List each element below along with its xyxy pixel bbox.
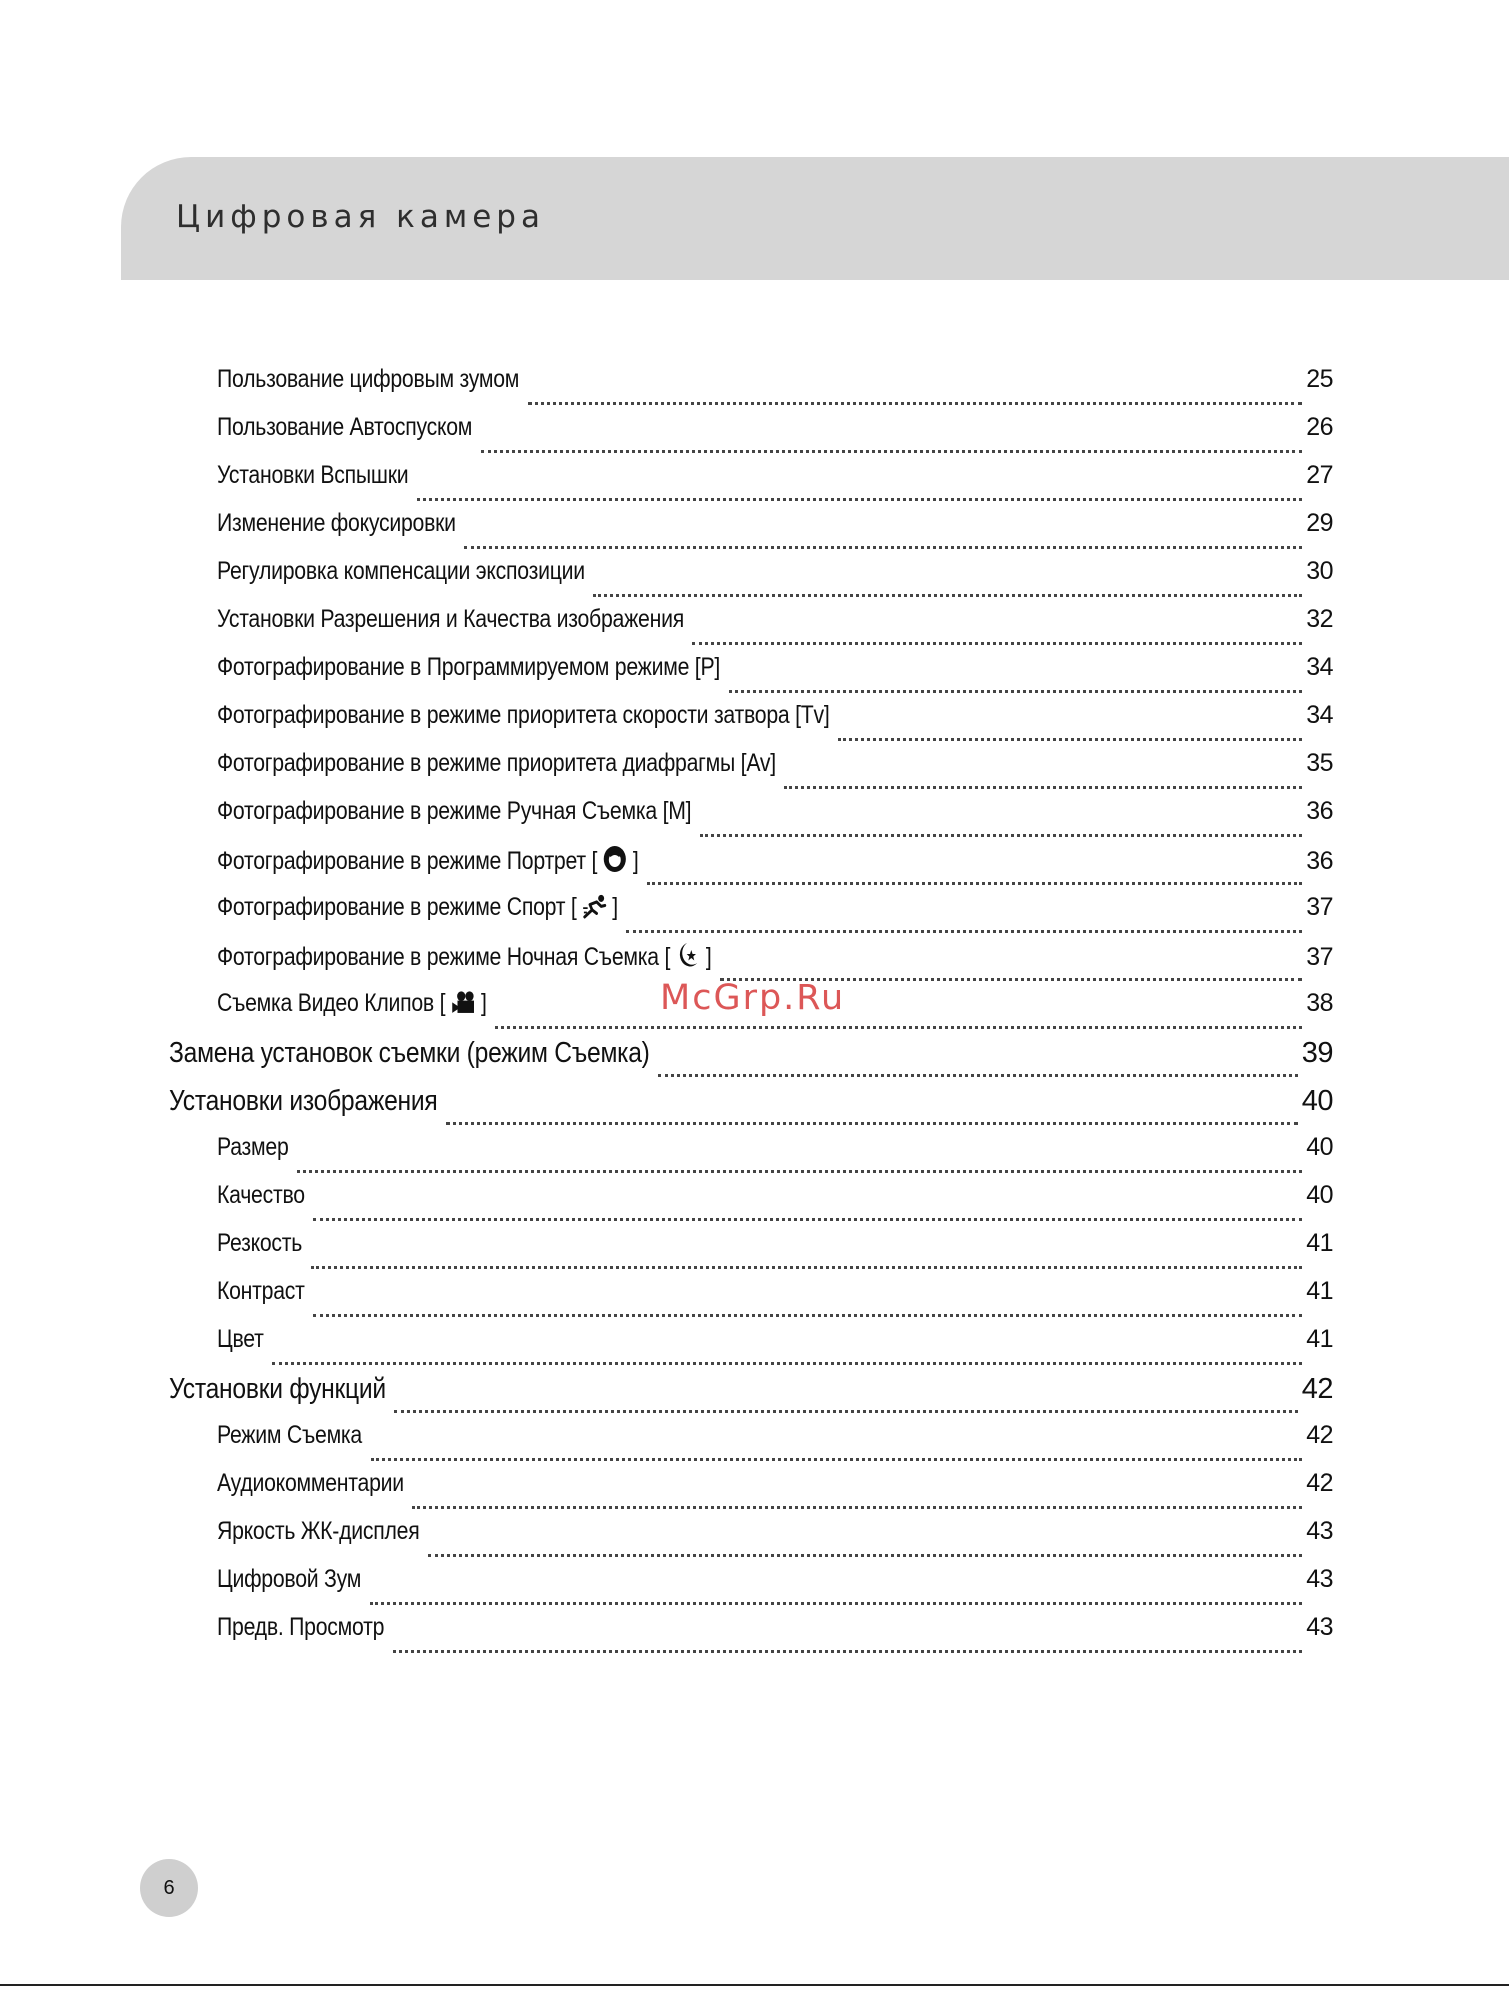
- toc-page-number: 41: [1306, 1277, 1333, 1305]
- toc-entry-bracket: ]: [632, 847, 639, 875]
- toc-entry[interactable]: [217, 653, 1333, 701]
- dot-leader: [446, 1122, 1298, 1125]
- toc-page-number: 42: [1301, 1373, 1333, 1405]
- toc-entry-label: [217, 1229, 303, 1258]
- toc-entry-label: [217, 605, 684, 634]
- toc-page-number: 41: [1306, 1325, 1333, 1353]
- dot-leader: [464, 546, 1302, 549]
- toc-entry[interactable]: [217, 1517, 1333, 1565]
- dot-leader: [297, 1170, 1302, 1173]
- toc-entry-text: Фотографирование в режиме приоритета диафрагмы [Av]: [217, 749, 776, 777]
- toc-entry[interactable]: [217, 893, 1333, 941]
- toc-page-number: 29: [1306, 509, 1333, 537]
- toc-page-number: 26: [1306, 413, 1333, 441]
- portrait-icon: [602, 845, 628, 873]
- movie-camera-icon: [450, 990, 476, 1018]
- toc-entry-label: [217, 893, 618, 922]
- toc-entry-text: Пользование Автоспуском: [217, 413, 473, 441]
- toc-entry[interactable]: [217, 1469, 1333, 1517]
- toc-entry-text: Фотографирование в режиме приоритета скорости затвора [Tv]: [217, 701, 830, 729]
- dot-leader: [428, 1554, 1302, 1557]
- toc-entry[interactable]: [217, 845, 1333, 893]
- toc-entry[interactable]: [217, 509, 1333, 557]
- toc-entry-label: [217, 461, 409, 490]
- toc-page-number: 42: [1306, 1469, 1333, 1497]
- dot-leader: [729, 690, 1302, 693]
- toc-entry[interactable]: [217, 1325, 1333, 1373]
- toc-page-number: 37: [1306, 893, 1333, 921]
- toc-page-number: 42: [1306, 1421, 1333, 1449]
- dot-leader: [647, 882, 1302, 885]
- toc-entry-text: Установки изображения: [169, 1085, 438, 1117]
- toc-page-number: 30: [1306, 557, 1333, 585]
- dot-leader: [784, 786, 1302, 789]
- toc-entry[interactable]: [217, 461, 1333, 509]
- toc-entry-label: [169, 1085, 438, 1118]
- toc-entry-text: Установки функций: [169, 1373, 386, 1405]
- dot-leader: [313, 1314, 1302, 1317]
- dot-leader: [272, 1362, 1302, 1365]
- toc-entry-text: Пользование цифровым зумом: [217, 365, 520, 393]
- toc-page-number: 41: [1306, 1229, 1333, 1257]
- toc-page-number: 43: [1306, 1565, 1333, 1593]
- night-icon: [675, 941, 701, 969]
- toc-entry-text: Яркость ЖК-дисплея: [217, 1517, 420, 1545]
- toc-entry[interactable]: [217, 1277, 1333, 1325]
- dot-leader: [658, 1074, 1298, 1077]
- toc-entry[interactable]: [169, 1037, 1333, 1085]
- toc-entry-label: [217, 653, 721, 682]
- page-number-badge: [140, 1859, 198, 1917]
- dot-leader: [692, 642, 1302, 645]
- toc-entry-label: [217, 941, 712, 972]
- page-number: 6: [163, 1876, 175, 1899]
- toc-entry-label: [217, 749, 776, 778]
- toc-entry[interactable]: [169, 1373, 1333, 1421]
- toc-entry-label: [217, 1421, 363, 1450]
- toc-page-number: 40: [1306, 1133, 1333, 1161]
- toc-entry-text: Установки Вспышки: [217, 461, 409, 489]
- toc-entry[interactable]: [217, 749, 1333, 797]
- toc-entry[interactable]: [217, 557, 1333, 605]
- dot-leader: [495, 1026, 1302, 1029]
- toc-page-number: 25: [1306, 365, 1333, 393]
- toc-page-number: 36: [1306, 847, 1333, 875]
- toc-page-number: 40: [1301, 1085, 1333, 1117]
- toc-entry-text: Фотографирование в режиме Спорт [: [217, 893, 577, 921]
- toc-entry-text: Размер: [217, 1133, 289, 1161]
- toc-entry-label: [217, 797, 692, 826]
- toc-entry-text: Фотографирование в режиме Ручная Съемка [M]: [217, 797, 692, 825]
- dot-leader: [313, 1218, 1302, 1221]
- toc-page-number: 34: [1306, 701, 1333, 729]
- toc-page-number: 40: [1306, 1181, 1333, 1209]
- dot-leader: [417, 498, 1302, 501]
- toc-entry[interactable]: [217, 1181, 1333, 1229]
- toc-entry-text: Фотографирование в режиме Портрет [: [217, 847, 598, 875]
- toc-entry-text: Цифровой Зум: [217, 1565, 362, 1593]
- toc-entry-label: [217, 509, 456, 538]
- bottom-rule: [0, 1984, 1509, 1986]
- toc-entry-bracket: ]: [705, 943, 712, 971]
- dot-leader: [481, 450, 1302, 453]
- toc-page-number: 32: [1306, 605, 1333, 633]
- toc-page-number: 37: [1306, 943, 1333, 971]
- sport-icon: [582, 894, 608, 922]
- toc-entry-label: [217, 1469, 404, 1498]
- toc-entry-text: Фотографирование в Программируемом режиме [P]: [217, 653, 721, 681]
- toc-entry-text: Цвет: [217, 1325, 264, 1353]
- dot-leader: [593, 594, 1302, 597]
- toc-entry[interactable]: [169, 1085, 1333, 1133]
- dot-leader: [700, 834, 1302, 837]
- dot-leader: [412, 1506, 1302, 1509]
- dot-leader: [838, 738, 1302, 741]
- toc-entry-text: Режим Съемка: [217, 1421, 363, 1449]
- toc-entry-label: [217, 365, 520, 394]
- dot-leader: [626, 930, 1302, 933]
- toc-entry[interactable]: [217, 797, 1333, 845]
- toc-page-number: 35: [1306, 749, 1333, 777]
- toc-entry-text: Изменение фокусировки: [217, 509, 456, 537]
- dot-leader: [371, 1458, 1302, 1461]
- toc-page-number: 43: [1306, 1517, 1333, 1545]
- toc-page-number: 38: [1306, 989, 1333, 1017]
- toc-entry-text: Контраст: [217, 1277, 305, 1305]
- toc-entry-label: [217, 1181, 305, 1210]
- header-band: [121, 157, 1509, 280]
- toc-entry-text: Качество: [217, 1181, 305, 1209]
- dot-leader: [394, 1410, 1298, 1413]
- toc-page-number: 27: [1306, 461, 1333, 489]
- toc-entry[interactable]: [217, 365, 1333, 413]
- toc-page-number: 43: [1306, 1613, 1333, 1641]
- toc-entry-label: [217, 845, 639, 876]
- toc-entry[interactable]: [217, 413, 1333, 461]
- toc-page-number: 39: [1301, 1037, 1333, 1069]
- toc-entry[interactable]: [217, 1229, 1333, 1277]
- toc-entry[interactable]: [217, 1421, 1333, 1469]
- toc-entry-text: Замена установок съемки (режим Съемка): [169, 1037, 650, 1069]
- toc-page-number: 36: [1306, 797, 1333, 825]
- toc-entry-text: Аудиокомментарии: [217, 1469, 404, 1497]
- toc-entry[interactable]: [217, 1133, 1333, 1181]
- toc-entry-label: [169, 1037, 650, 1070]
- toc-page-number: 34: [1306, 653, 1333, 681]
- toc-entry[interactable]: [217, 1613, 1333, 1661]
- toc-entry-label: [217, 1613, 385, 1642]
- toc-entry-text: Регулировка компенсации экспозиции: [217, 557, 585, 585]
- toc-entry-label: [217, 1565, 362, 1594]
- toc-entry-label: [217, 989, 487, 1018]
- toc-entry-text: Фотографирование в режиме Ночная Съемка [: [217, 943, 671, 971]
- toc-entry[interactable]: [217, 1565, 1333, 1613]
- toc-entry-label: [169, 1373, 386, 1406]
- watermark: McGrp.Ru: [660, 978, 846, 1018]
- dot-leader: [528, 402, 1302, 405]
- page-header-title: Цифровая камера: [176, 199, 545, 235]
- toc-entry[interactable]: [217, 701, 1333, 749]
- dot-leader: [311, 1266, 1302, 1269]
- toc-entry-label: [217, 1517, 420, 1546]
- toc-entry-bracket: ]: [612, 893, 618, 921]
- toc-entry-text: Съемка Видео Клипов [: [217, 989, 446, 1017]
- toc-entry-text: Резкость: [217, 1229, 303, 1257]
- toc-entry-label: [217, 1277, 305, 1306]
- toc-entry-label: [217, 413, 473, 442]
- toc-entry[interactable]: [217, 605, 1333, 653]
- toc-entry-label: [217, 557, 585, 586]
- toc-entry-label: [217, 701, 830, 730]
- toc-entry-label: [217, 1133, 289, 1162]
- toc-entry-text: Предв. Просмотр: [217, 1613, 385, 1641]
- toc-entry-bracket: ]: [480, 989, 487, 1017]
- dot-leader: [370, 1602, 1302, 1605]
- dot-leader: [393, 1650, 1302, 1653]
- toc-entry-text: Установки Разрешения и Качества изображения: [217, 605, 684, 633]
- toc-entry-label: [217, 1325, 264, 1354]
